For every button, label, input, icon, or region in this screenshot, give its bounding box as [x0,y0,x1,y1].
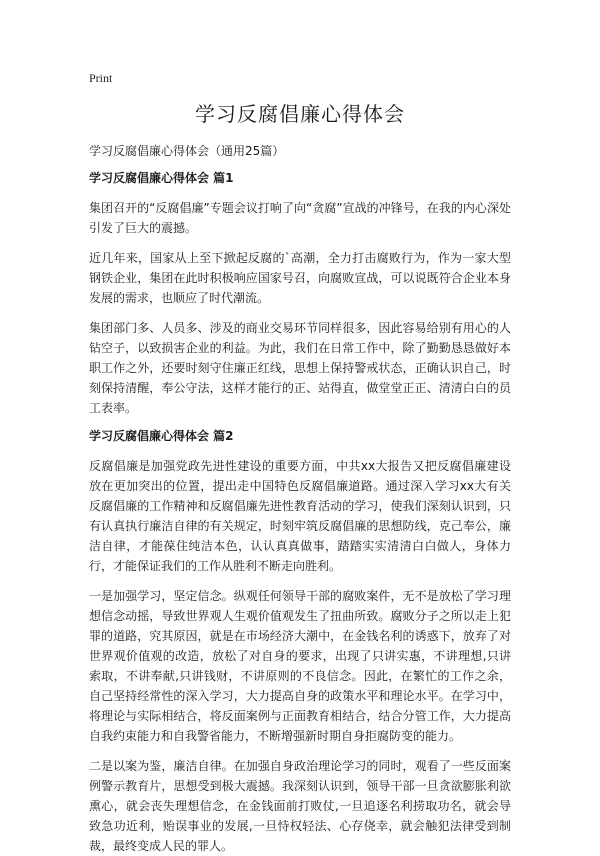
section-heading: 学习反腐倡廉心得体会 篇1 [89,171,234,185]
paragraph: 二是以案为鉴，廉洁自律。在加强自身政治理论学习的同时，观看了一些反面案例警示教育片，思想受到极大震撼。我深刻认识到，领导干部一旦贪欲膨胀利欲熏心，就会丧失理想信念，在金钱面前打败仗,一旦追逐名利捞取功名，就会导致急功近利，贻误事业的发展,一旦恃权轻法、心存侥幸，就会触犯法律受到制裁，最终变成人民的罪人。 [89,759,511,853]
document-title: 学习反腐倡廉心得体会 [195,102,405,126]
section-1 [89,170,511,418]
paragraph: 反腐倡廉是加强党政先进性建设的重要方面，中共xx大报告又把反腐倡廉建设放在更加突出的位置，提出走中国特色反腐倡廉道路。通过深入学习xx大有关反腐倡廉的工作精神和反腐倡廉先进性教育活动的学习，使我们深刻认识到，只有认真执行廉洁自律的有关规定，时刻牢筑反腐倡廉的思想防线，克己奉公，廉洁自律，才能葆住纯洁本色，认认真真做事，踏踏实实清清白白做人，身体力行，才能保证我们的工作从胜利不断走向胜利。 [89,459,511,573]
paragraph: 集团部门多、人员多、涉及的商业交易环节同样很多，因此容易给别有用心的人钻空子，以致损害企业的利益。为此，我们在日常工作中，除了勤勤恳恳做好本职工作之外，还要时刻守住廉正红线，思想上保持警戒状态，正确认识自己，时刻保持清醒，奉公守法，这样才能行的正、站得直，做堂堂正正、清清白白的员工表率。 [89,321,511,415]
section-2 [89,428,511,856]
paragraph: 一是加强学习，坚定信念。纵观任何领导干部的腐败案件，无不是放松了学习理想信念动摇，导致世界观人生观价值观发生了扭曲所致。腐败分子之所以走上犯罪的道路，究其原因，就是在市场经济大潮中，在金钱名利的诱惑下，放弃了对世界观价值观的改造，放松了对自身的要求，出现了只讲实惠，不讲理想,只讲索取，不讲奉献,只讲钱财，不讲原则的不良信念。因此，在繁忙的工作之余，自己坚持经常性的深入学习，大力提高自身的政策水平和理论水平。在学习中，将理论与实际相结合，将反面案例与正面教育相结合，结合分管工作，大力提高自我约束能力和自我警省能力，不断增强新时期自身拒腐防变的能力。 [89,589,511,743]
print-label: Print [89,71,113,85]
paragraph: 近几年来，国家从上至下掀起反腐的`高潮，全力打击腐败行为，作为一家大型钢铁企业，集团在此时积极响应国家号召，向腐败宣战，可以说既符合企业本身发展的需求，也顺应了时代潮流。 [89,251,511,305]
section-heading: 学习反腐倡廉心得体会 篇2 [89,429,234,443]
document-subtitle: 学习反腐倡廉心得体会（通用25篇） [89,144,285,158]
paragraph: 集团召开的“反腐倡廉”专题会议打响了向“贪腐”宣战的冲锋号，在我的内心深处引发了巨大的震撼。 [89,201,511,235]
